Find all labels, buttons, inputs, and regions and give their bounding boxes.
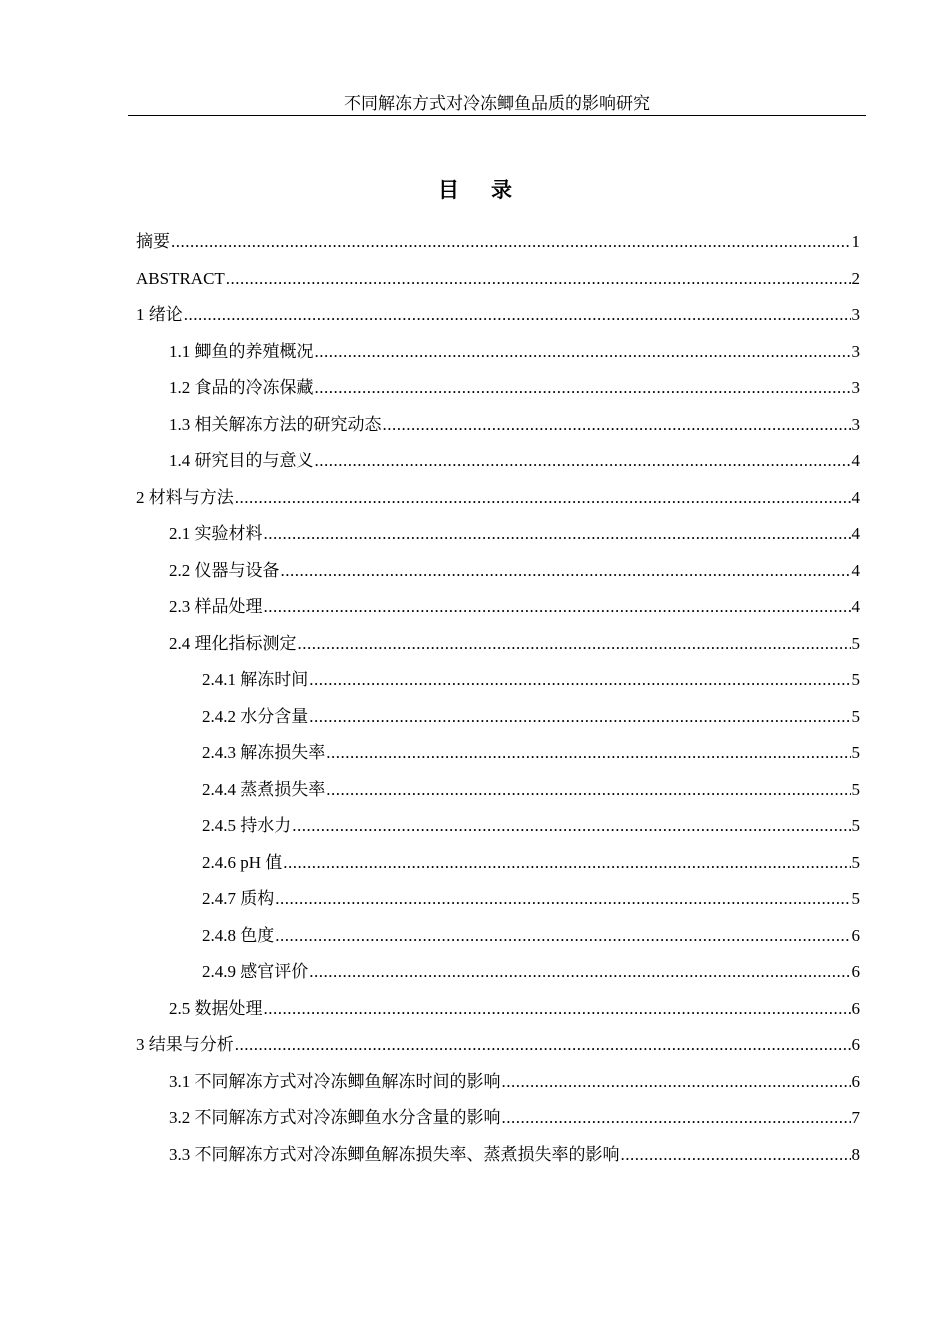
dot-leader xyxy=(315,370,851,406)
toc-entry[interactable] xyxy=(202,662,860,698)
toc-entry-label: 2.4.6 pH 值 xyxy=(202,852,283,872)
toc-entry-label: 2.4.8 色度 xyxy=(202,925,275,945)
toc-entry-page: 5 xyxy=(851,706,860,726)
toc-entry[interactable] xyxy=(136,224,860,260)
dot-leader xyxy=(309,699,850,735)
toc-entry-label: 1.1 鲫鱼的养殖概况 xyxy=(169,341,314,361)
dot-leader xyxy=(283,845,850,881)
dot-leader xyxy=(298,626,851,662)
dot-leader xyxy=(184,297,851,333)
toc-entry-label: 2.4.1 解冻时间 xyxy=(202,670,309,689)
toc-entry[interactable] xyxy=(169,443,860,479)
dot-leader xyxy=(226,261,851,297)
toc-entry[interactable] xyxy=(169,516,860,552)
toc-entry-label: 2.4.4 蒸煮损失率 xyxy=(202,779,326,799)
toc-entry[interactable] xyxy=(169,553,860,589)
dot-leader xyxy=(235,480,851,516)
dot-leader xyxy=(326,772,850,808)
header-rule xyxy=(128,115,866,116)
toc-entry-page: 5 xyxy=(851,743,860,762)
toc-entry-label: 3.3 不同解冻方式对冷冻鲫鱼解冻损失率、蒸煮损失率的影响 xyxy=(169,1144,620,1164)
dot-leader xyxy=(275,918,850,954)
dot-leader xyxy=(264,516,851,552)
toc-entry-label: 2.4.7 质构 xyxy=(202,889,275,908)
toc-entry-page: 4 xyxy=(851,487,860,507)
toc-entry-label: ABSTRACT xyxy=(136,268,225,288)
toc-entry[interactable] xyxy=(169,991,860,1027)
toc-entry-page: 3 xyxy=(851,341,860,361)
toc-entry-label: 2.4.2 水分含量 xyxy=(202,706,309,726)
dot-leader xyxy=(309,954,850,990)
toc-entry-page: 6 xyxy=(851,925,860,945)
dot-leader xyxy=(235,1027,851,1063)
toc-title: 目录 xyxy=(438,178,544,202)
toc-entry[interactable] xyxy=(169,589,860,625)
toc-entry-page: 6 xyxy=(851,998,860,1018)
toc-entry[interactable] xyxy=(202,808,860,844)
toc-entry-page: 4 xyxy=(851,451,860,470)
toc-entry-label: 1.2 食品的冷冻保藏 xyxy=(169,378,314,397)
toc-entry[interactable] xyxy=(136,1027,860,1063)
toc-entry-page: 2 xyxy=(851,268,860,288)
toc-entry-page: 8 xyxy=(851,1144,860,1164)
toc-entry-label: 2.5 数据处理 xyxy=(169,998,263,1018)
toc-entry-page: 5 xyxy=(851,633,860,653)
toc-entry-page: 3 xyxy=(851,305,860,324)
dot-leader xyxy=(309,662,850,698)
toc-entry-page: 5 xyxy=(851,852,860,872)
toc-entry[interactable] xyxy=(169,407,860,443)
dot-leader xyxy=(275,881,850,917)
dot-leader xyxy=(315,334,851,370)
toc-entry-label: 2.4.3 解冻损失率 xyxy=(202,743,326,762)
dot-leader xyxy=(264,991,851,1027)
toc-entry-label: 2 材料与方法 xyxy=(136,487,234,507)
dot-leader xyxy=(171,224,851,260)
toc-entry-page: 4 xyxy=(851,560,860,580)
toc-entry[interactable] xyxy=(169,1137,860,1173)
toc-entry[interactable] xyxy=(202,772,860,808)
toc-entry-label: 1.4 研究目的与意义 xyxy=(169,451,314,470)
toc-entry-page: 4 xyxy=(851,524,860,543)
toc-entry[interactable] xyxy=(202,918,860,954)
toc-entry[interactable] xyxy=(136,261,860,297)
toc-entry-label: 3.1 不同解冻方式对冷冻鲫鱼解冻时间的影响 xyxy=(169,1071,501,1091)
toc-entry-page: 3 xyxy=(851,414,860,434)
toc-entry[interactable] xyxy=(202,735,860,771)
dot-leader xyxy=(281,553,851,589)
toc-entry[interactable] xyxy=(202,845,860,881)
toc-entry-page: 5 xyxy=(851,670,860,689)
toc-entry-label: 2.4.9 感官评价 xyxy=(202,962,309,981)
toc-entry-label: 2.4.5 持水力 xyxy=(202,816,292,835)
toc-entry-page: 5 xyxy=(851,779,860,799)
toc-entry-label: 2.1 实验材料 xyxy=(169,524,263,543)
toc-entry-label: 3 结果与分析 xyxy=(136,1035,234,1054)
toc-entry-page: 6 xyxy=(851,1071,860,1091)
toc-entry[interactable] xyxy=(169,1064,860,1100)
dot-leader xyxy=(383,407,851,443)
toc-entry-label: 1 绪论 xyxy=(136,305,183,324)
toc-entry-page: 3 xyxy=(851,378,860,397)
dot-leader xyxy=(326,735,850,771)
toc-entry[interactable] xyxy=(169,1100,860,1136)
toc-entry-label: 1.3 相关解冻方法的研究动态 xyxy=(169,414,382,434)
toc-entry[interactable] xyxy=(202,881,860,917)
toc-entry-page: 6 xyxy=(851,962,860,981)
dot-leader xyxy=(292,808,850,844)
toc-entry-page: 6 xyxy=(851,1035,860,1054)
dot-leader xyxy=(621,1137,851,1173)
toc-entry-label: 2.3 样品处理 xyxy=(169,597,263,616)
toc-entry[interactable] xyxy=(136,297,860,333)
running-header: 不同解冻方式对冷冻鲫鱼品质的影响研究 xyxy=(344,94,650,113)
toc-entry-page: 4 xyxy=(851,597,860,616)
toc-entry-page: 5 xyxy=(851,816,860,835)
toc-entry-page: 7 xyxy=(851,1108,860,1127)
toc-entry-label: 2.4 理化指标测定 xyxy=(169,633,297,653)
dot-leader xyxy=(315,443,851,479)
toc-entry[interactable] xyxy=(169,370,860,406)
toc-entry[interactable] xyxy=(169,626,860,662)
toc-entry-label: 3.2 不同解冻方式对冷冻鲫鱼水分含量的影响 xyxy=(169,1108,501,1127)
dot-leader xyxy=(502,1100,851,1136)
toc-entry-page: 5 xyxy=(851,889,860,908)
dot-leader xyxy=(502,1064,851,1100)
toc-entry[interactable] xyxy=(136,480,860,516)
toc-entry-page: 1 xyxy=(851,232,860,251)
toc-entry-label: 2.2 仪器与设备 xyxy=(169,560,280,580)
toc-entry-label: 摘要 xyxy=(136,232,170,251)
toc-entry[interactable] xyxy=(202,699,860,735)
dot-leader xyxy=(264,589,851,625)
toc-entry[interactable] xyxy=(169,334,860,370)
toc-entry[interactable] xyxy=(202,954,860,990)
